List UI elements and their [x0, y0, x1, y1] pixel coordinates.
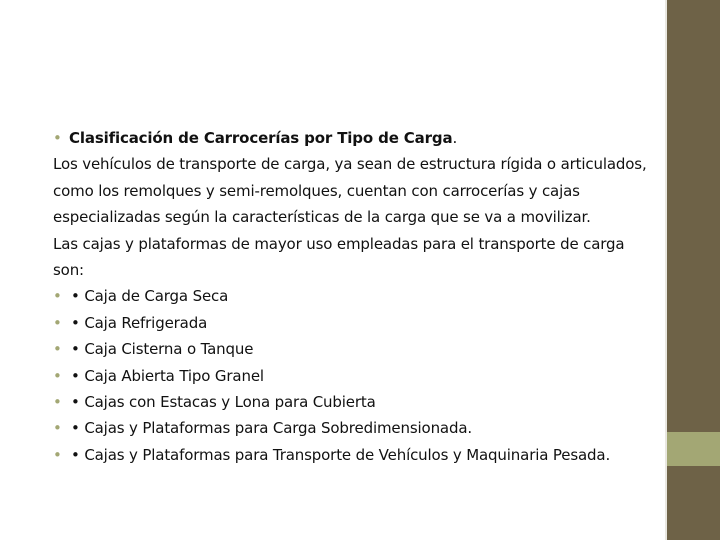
list-intro-paragraph: Las cajas y plataformas de mayor uso empleadas para el transporte de carga son: — [53, 234, 625, 280]
list-item-text: • Cajas y Plataformas para Transporte de Vehículos y Maquinaria Pesada. — [71, 445, 611, 464]
cargo-box-list — [53, 283, 653, 468]
bullet-icon: • — [53, 129, 62, 147]
list-item — [53, 389, 653, 415]
list-item-text: • Caja Refrigerada — [71, 313, 208, 332]
slide-heading: Clasificación de Carrocerías por Tipo de Carga — [69, 129, 453, 147]
list-item-text: • Cajas y Plataformas para Carga Sobredimensionada. — [71, 419, 472, 438]
bullet-icon: • — [53, 313, 62, 332]
bullet-icon: • — [53, 366, 62, 385]
list-item — [53, 442, 653, 468]
slide-body — [53, 125, 653, 468]
slide-heading-suffix: . — [452, 129, 458, 147]
list-item — [53, 415, 653, 441]
bullet-icon: • — [53, 340, 62, 359]
intro-paragraph: Los vehículos de transporte de carga, ya sean de estructura rígida o articulados, como los remolques y semi-remolques, cuentan con carrocerías y cajas especializadas según la características de la carga que se va a movilizar. — [53, 155, 647, 227]
list-item — [53, 310, 653, 336]
list-item — [53, 363, 653, 389]
list-item-text: • Caja de Carga Seca — [71, 287, 229, 306]
list-item — [53, 283, 653, 309]
list-item — [53, 336, 653, 362]
bullet-icon: • — [53, 287, 62, 306]
list-item-text: • Caja Abierta Tipo Granel — [71, 366, 264, 385]
slide-heading-line — [53, 125, 653, 151]
list-item-text: • Caja Cisterna o Tanque — [71, 340, 254, 359]
bullet-icon: • — [53, 445, 62, 464]
list-item-text: • Cajas con Estacas y Lona para Cubierta — [71, 393, 376, 412]
bullet-icon: • — [53, 393, 62, 412]
decorative-sidebar-accent — [667, 432, 720, 466]
bullet-icon: • — [53, 419, 62, 438]
